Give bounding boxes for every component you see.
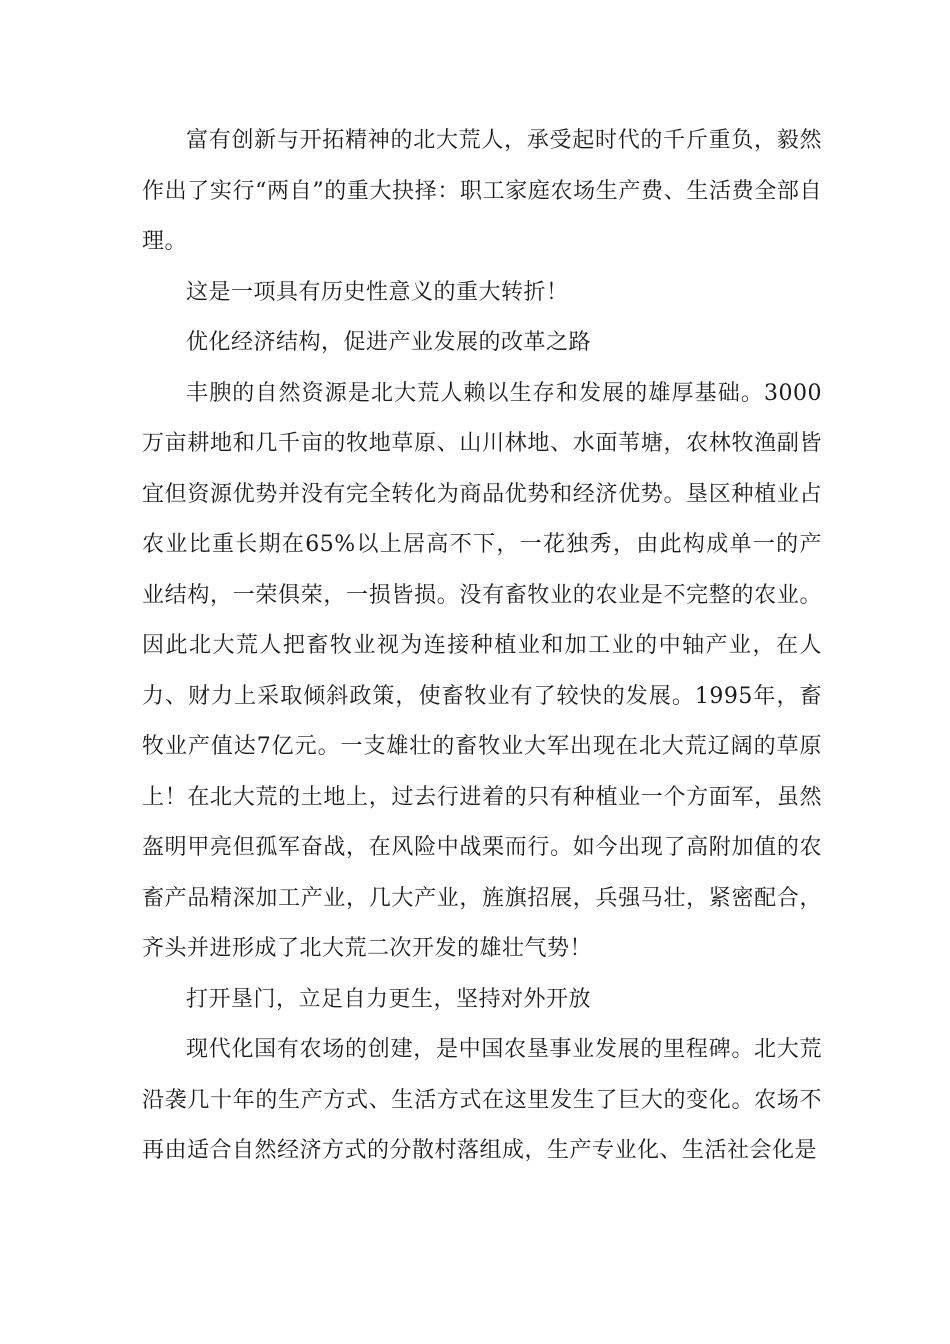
section-heading-2: 打开垦门，立足自力更生，坚持对外开放: [186, 986, 592, 1012]
paragraph-4: 现代化国有农场的创建，是中国农垦事业发展的里程碑。北大荒沿袭几十年的生产方式、生活方式在这里发生了巨大的变化。农场不再由适合自然经济方式的分散村落组成，生产专业化、生活社会化是: [142, 1037, 822, 1163]
paragraph-2: 这是一项具有历史性意义的重大转折！: [186, 279, 569, 305]
section-heading-1: 优化经济结构，促进产业发展的改革之路: [186, 330, 592, 355]
paragraph-3: 丰腴的自然资源是北大荒人赖以生存和发展的雄厚基础。3000万亩耕地和几千亩的牧地草原、山川林地、水面苇塘，农林牧渔副皆宜但资源优势并没有完全转化为商品优势和经济优势。垦区种植业占农业比重长期在65%以上居高不下，一花独秀，由此构成单一的产业结构，一荣俱荣，一损皆损。没有畜牧业的农业是不完整的农业。因此北大荒人把畜牧业视为连接种植业和加工业的中轴产业，在人力、财力上采取倾斜政策，使畜牧业有了较快的发展。1995年，畜牧业产值达7亿元。一支雄壮的畜牧业大军出现在北大荒辽阔的草原上！在北大荒的土地上，过去行进着的只有种植业一个方面军，虽然盔明甲亮但孤军奋战，在风险中战栗而行。如今出现了高附加值的农畜产品精深加工产业，几大产业，旌旗招展，兵强马壮，紧密配合，齐头并进形成了北大荒二次开发的雄壮气势！: [142, 380, 822, 961]
document-body: [142, 116, 822, 1177]
paragraph-1: 富有创新与开拓精神的北大荒人，承受起时代的千斤重负，毅然作出了实行“两自”的重大抉择：职工家庭农场生产费、生活费全部自理。: [142, 128, 822, 254]
